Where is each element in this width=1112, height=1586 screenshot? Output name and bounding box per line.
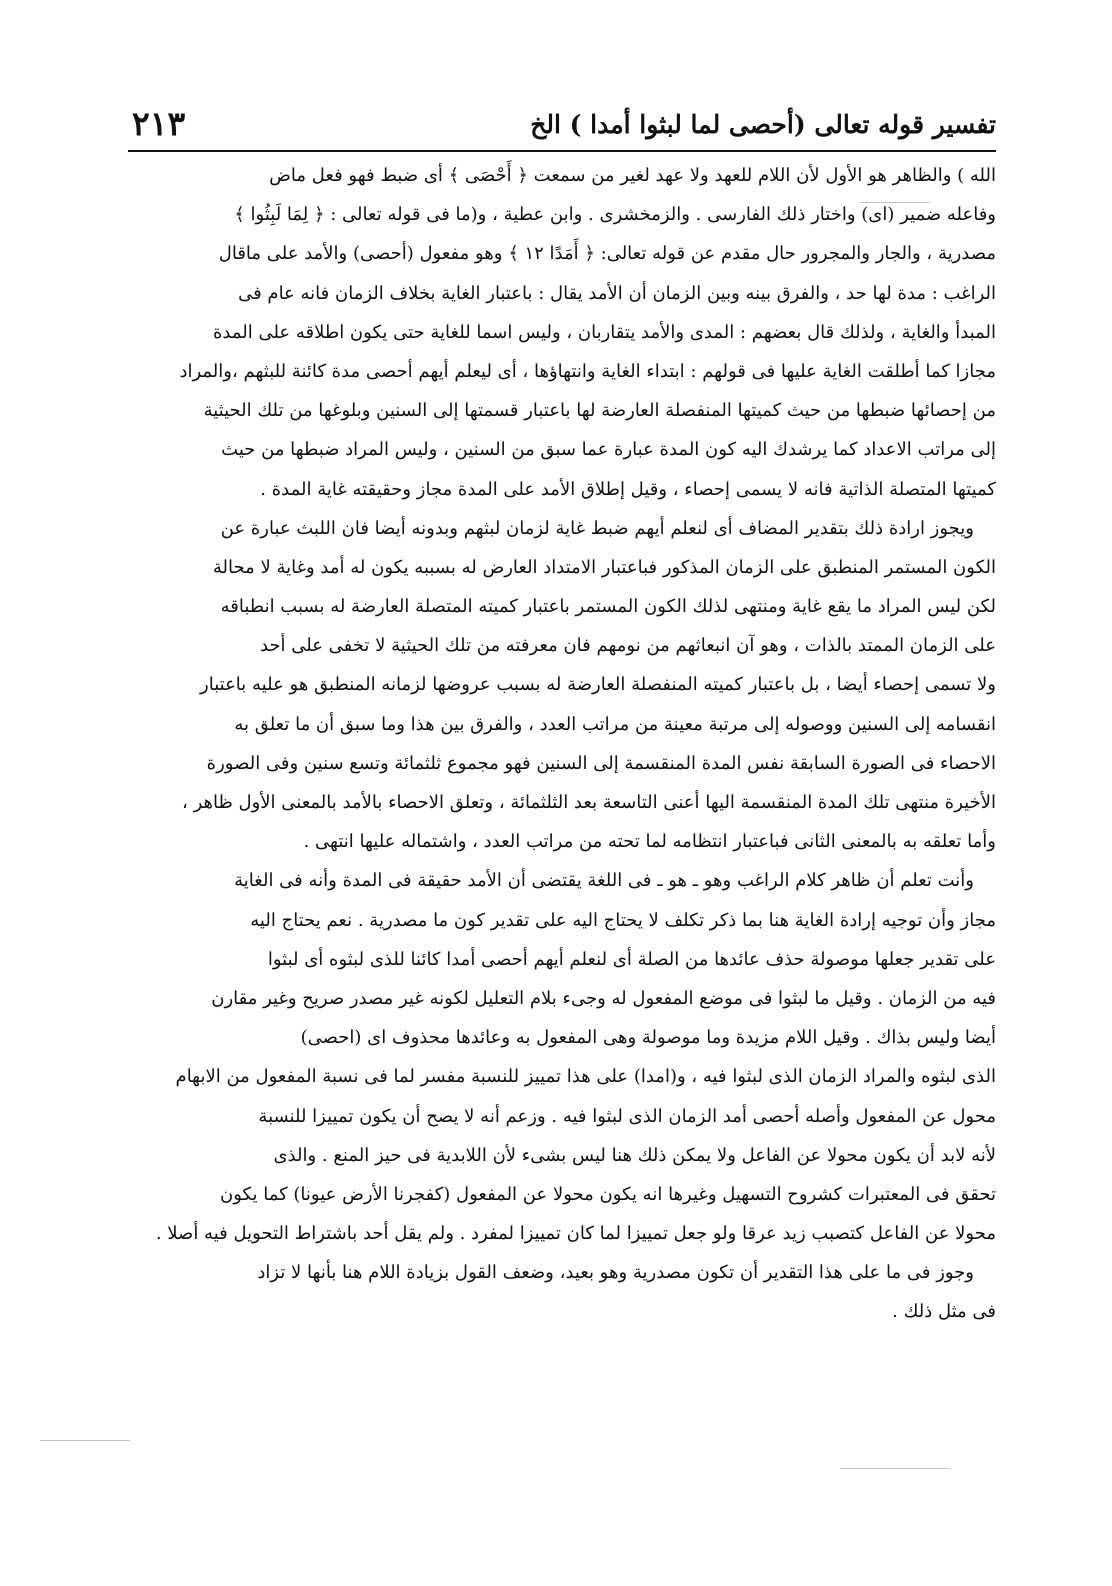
scan-artifact	[840, 1468, 950, 1469]
text-line: الذى لبثوه والمراد الزمان الذى لبثوا فيه ، و(امدا) على هذا تمييز للنسبة مفسر لما فى نسبة المفعول من الابهام	[175, 1066, 996, 1088]
text-line: من إحصائها ضبطها من حيث كميتها المنفصلة العارضة لها باعتبار قسمتها إلى السنين وبلوغها من تلك الحيثية	[203, 400, 996, 422]
text-line: الأخيرة منتهى تلك المدة المنقسمة اليها أعنى التاسعة بعد الثلثمائة ، وتعلق الاحصاء بالأمد بالمعنى الأول ظاهر ،	[182, 792, 996, 813]
text-line: مجازا كما أطلقت الغاية عليها فى قولهم : ابتداء الغاية وانتهاؤها ، أى ليعلم أيهم أحصى مدة كائنة للبثهم ،والمراد	[179, 360, 996, 382]
text-line: وفاعله ضمير (اى) واختار ذلك الفارسى . والزمخشرى . وابن عطية ، و(ما فى قوله تعالى : ﴿ لِمَا لَبِثُوا ﴾	[234, 204, 996, 226]
running-title: تفسير قوله تعالى (أحصى لما لبثوا أمدا ) الخ	[530, 110, 996, 139]
text-line: مجاز وأن توجيه إرادة الغاية هنا بما ذكر تكلف لا يحتاج اليه على تقدير كون ما مصدرية . نعم يحتاج اليه	[250, 909, 996, 931]
text-line: محولا عن الفاعل كتصبب زيد عرقا ولو جعل تمييزا لما كان تمييزا لمفرد . ولم يقل أحد باشتراط التحويل فيه أصلا .	[155, 1223, 996, 1245]
text-line: فى مثل ذلك .	[892, 1301, 996, 1323]
text-line: الاحصاء فى الصورة السابقة نفس المدة المنقسمة إلى السنين فهو مجموع ثلثمائة وتسع سنين وفى الصورة	[206, 752, 996, 774]
text-line: وأما تعلقه به بالمعنى الثانى فباعتبار انتظامه لما تحته من مراتب العدد ، واشتماله عليها انتهى .	[303, 831, 996, 853]
paragraph-start-line: ويجوز ارادة ذلك بتقدير المضاف أى لنعلم أيهم ضبط غاية لزمان لبثهم وبدونه أيضا فان اللبث عبارة عن	[220, 517, 974, 539]
text-line: الكون المستمر المنطبق على الزمان المذكور فباعتبار الامتداد العارض له بسببه يكون له أمد وغاية لا محالة	[212, 556, 996, 578]
text-line: لكن ليس المراد ما يقع غاية ومنتهى لذلك الكون المستمر باعتبار كميته المتصلة العارضة له بسبب انطباقه	[220, 596, 996, 618]
text-line: المبدأ والغاية ، ولذلك قال بعضهم : المدى والأمد يتقاربان ، وليس اسما للغاية حتى يكون اطلاقه على المدة	[212, 321, 996, 343]
text-line: على تقدير جعلها موصولة حذف عائدها من الصلة أى لنعلم أيهم أحصى أمدا كائنا للذى لبثوه أى لبثوا	[267, 948, 996, 970]
text-line: مصدرية ، والجار والمجرور حال مقدم عن قوله تعالى: ﴿ أَمَدًا ١٢ ﴾ وهو مفعول (أحصى) والأمد على ماقال	[218, 243, 996, 265]
text-line: كميتها المتصلة الذاتية فانه لا يسمى إحصاء ، وقيل إطلاق الأمد على المدة مجاز وحقيقته غاية المدة .	[260, 478, 996, 500]
scan-artifact	[860, 202, 930, 203]
text-line: على الزمان الممتد بالذات ، وهو آن انبعاثهم من نومهم فان معرفته من تلك الحيثية لا تخفى على أحد	[259, 635, 996, 657]
page-header	[128, 104, 996, 152]
text-line: محول عن المفعول وأصله أحصى أمد الزمان الذى لبثوا فيه . وزعم أنه لا يصح أن يكون تمييزا للنسبة	[258, 1105, 996, 1127]
text-line: لأنه لابد أن يكون محولا عن الفاعل ولا يمكن ذلك هنا ليس بشىء لأن اللابدية فى حيز المنع . والذى	[273, 1144, 996, 1166]
text-line: أيضا وليس بذاك . وقيل اللام مزيدة وما موصولة وهى المفعول به وعائدها محذوف اى (احصى)	[300, 1027, 996, 1049]
text-line: إلى مراتب الاعداد كما يرشدك اليه كون المدة عبارة عما سبق من السنين ، وليس المراد ضبطها من حيث	[221, 439, 996, 461]
paragraph-start-line: وجوز فى ما على هذا التقدير أن تكون مصدرية وهو بعيد، وضعف القول بزيادة اللام هنا بأنها لا تزاد	[257, 1262, 974, 1284]
page-body	[128, 156, 996, 1332]
scan-artifact	[40, 1440, 130, 1441]
text-line: انقسامه إلى السنين ووصوله إلى مرتبة معينة من مراتب العدد ، والفرق بين هذا وما سبق أن ما تعلق به	[234, 713, 996, 735]
page-number: ٢١٣	[132, 104, 186, 143]
text-line: ولا تسمى إحصاء أيضا ، بل باعتبار كميته المنفصلة العارضة له بسبب عروضها لزمانه المنطبق هو عليه باعتبار	[200, 674, 996, 696]
text-line: الله ) والظاهر هو الأول لأن اللام للعهد ولا عهد لغير من سمعت ﴿ أَحْصَى ﴾ أى ضبط فهو فعل ماض	[269, 165, 996, 186]
text-line: الراغب : مدة لها حد ، والفرق بينه وبين الزمان أن الأمد يقال : باعتبار الغاية بخلاف الزمان فانه عام فى	[238, 282, 996, 304]
text-line: فيه من الزمان . وقيل ما لبثوا فى موضع المفعول له وجىء بلام التعليل لكونه غير مصدر صريح وغير مقارن	[211, 987, 996, 1009]
text-line: تحقق فى المعتبرات كشروح التسهيل وغيرها انه يكون محولا عن المفعول (كفجرنا الأرض عيونا) كما يكون	[220, 1183, 996, 1205]
paragraph-start-line: وأنت تعلم أن ظاهر كلام الراغب وهو ـ هو ـ فى اللغة يقتضى أن الأمد حقيقة فى المدة وأنه فى الغاية	[234, 870, 974, 892]
